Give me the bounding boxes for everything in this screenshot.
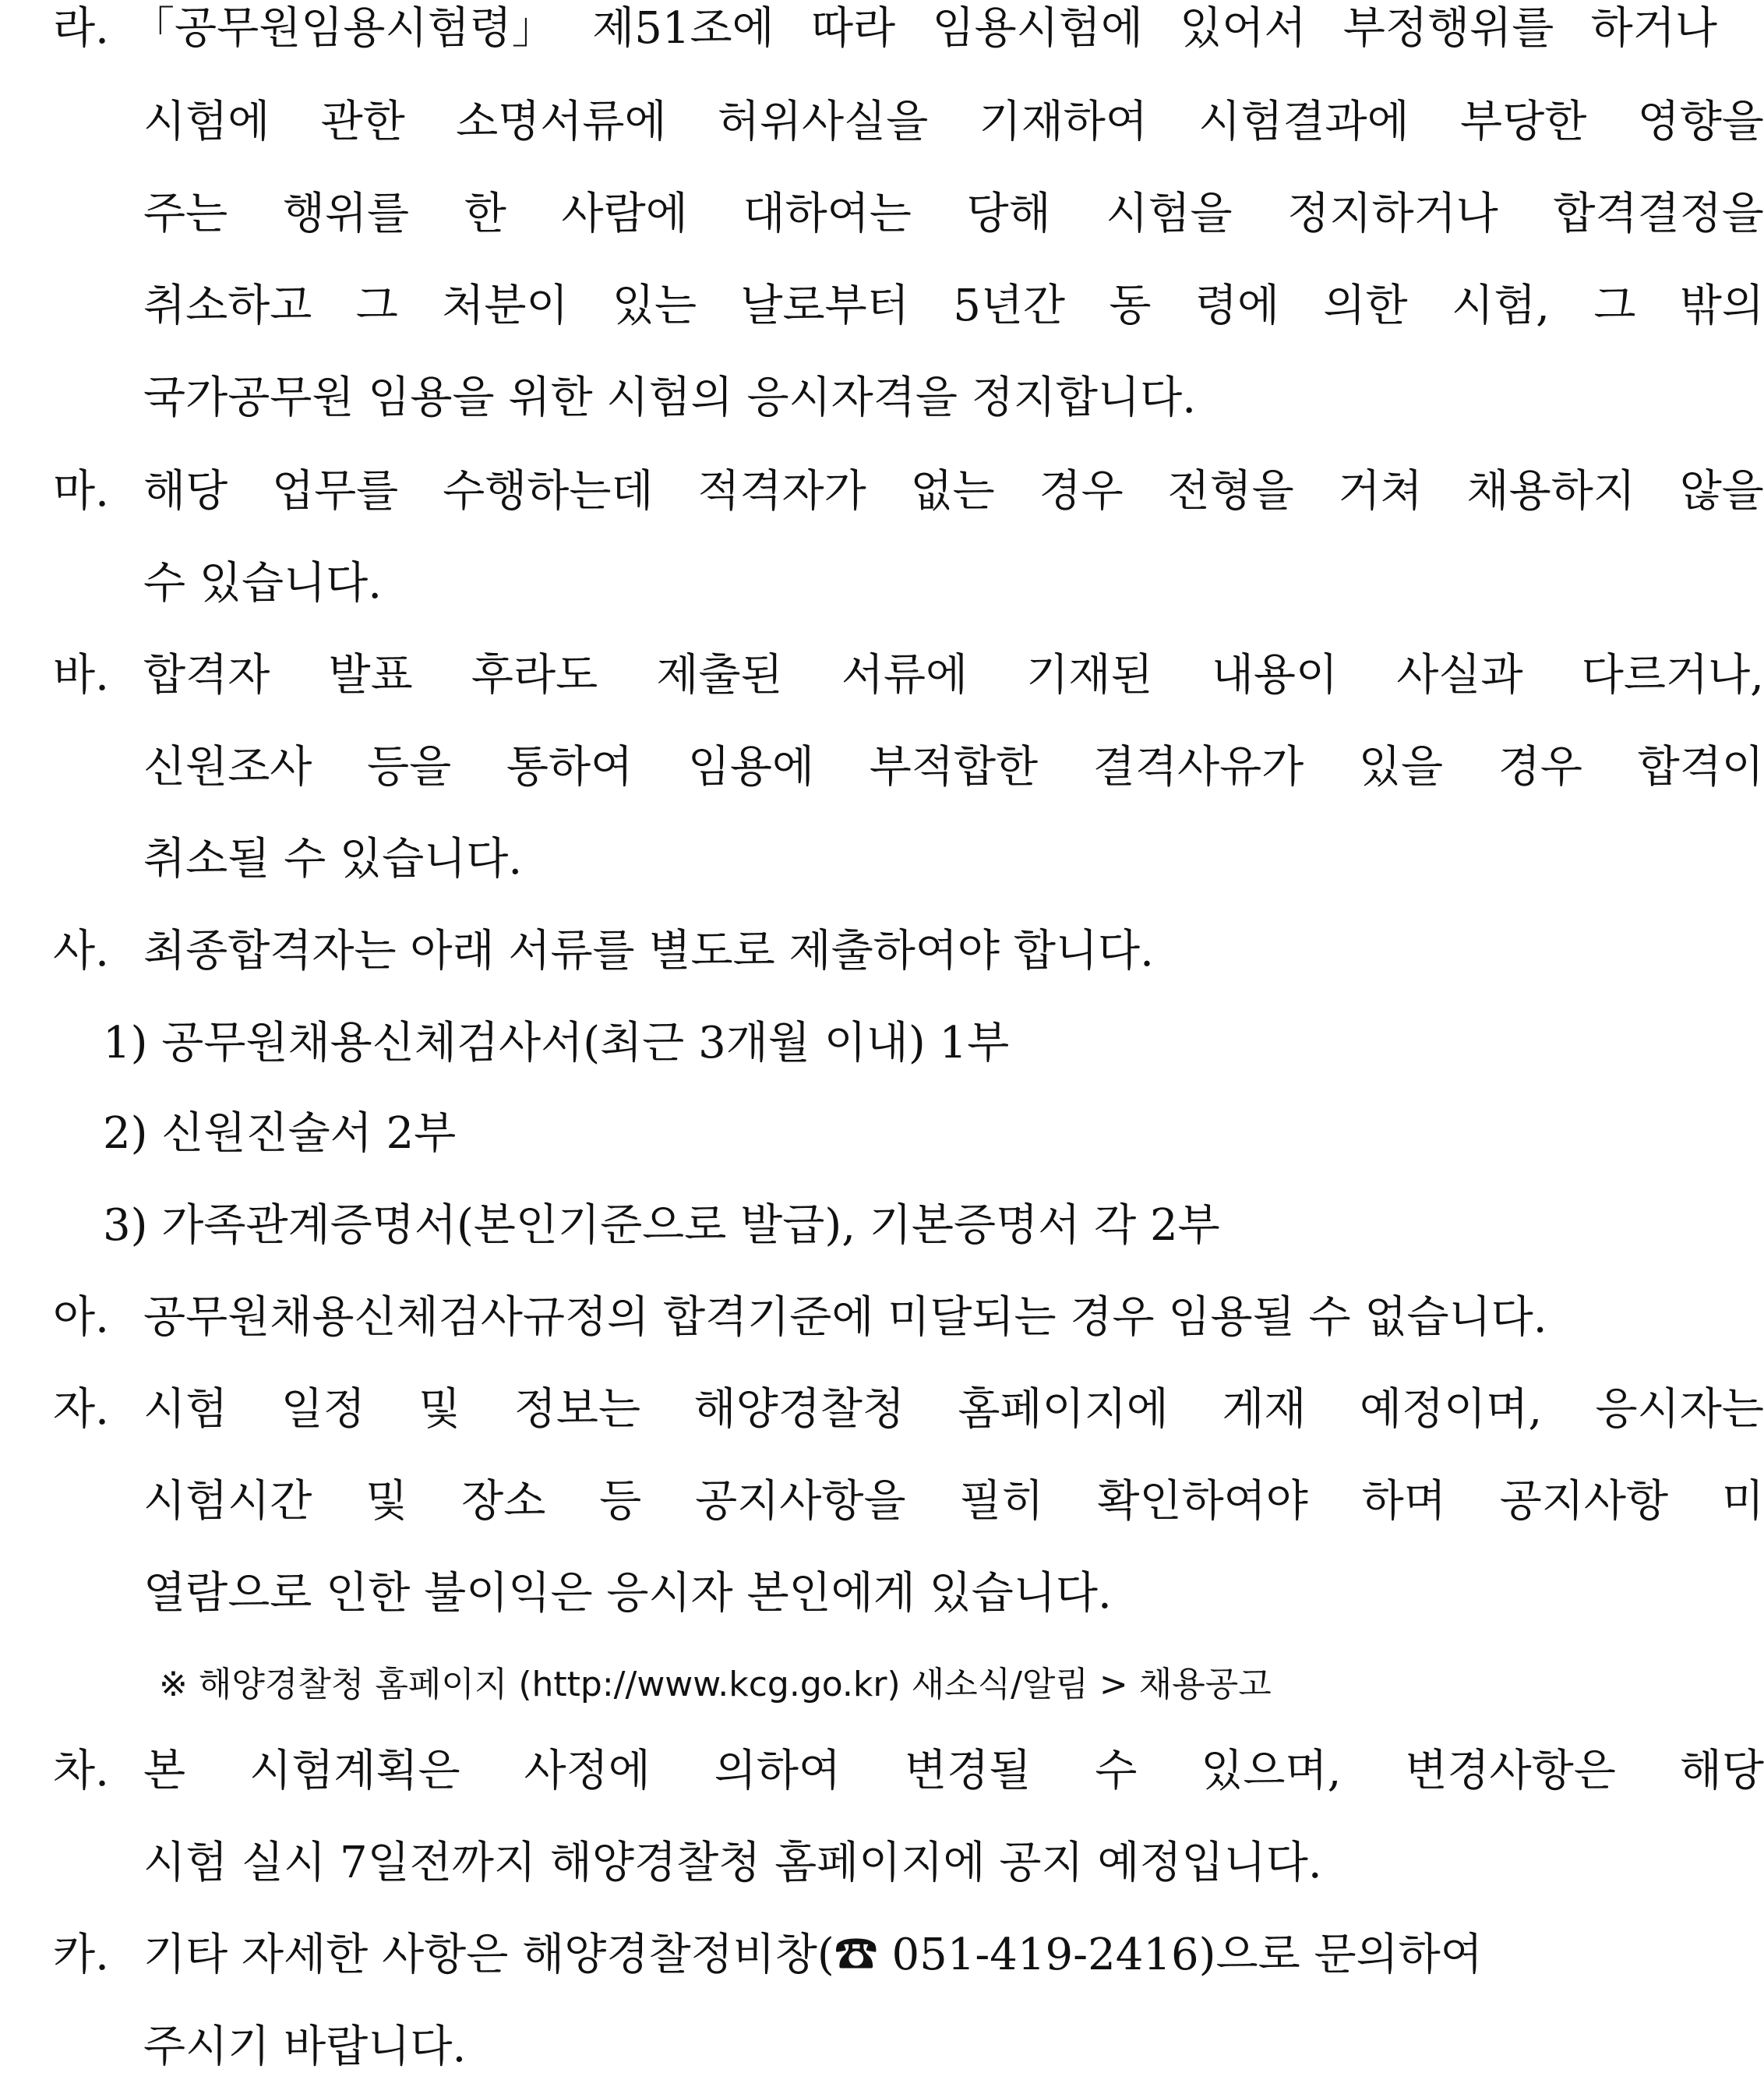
- homepage-note: ※ 해양경찰청 홈페이지 (http://www.kcg.go.kr) 새소식/알림 > 채용공고: [159, 1665, 1272, 1704]
- item-line: 「공무원임용시험령」 제51조에 따라 임용시험에 있어서 부정행위를 하거나: [131, 3, 1717, 54]
- item-line: 시험에 관한 소명서류에 허위사실을 기재하여 시험결과에 부당한 영향을: [143, 97, 1764, 147]
- item-line: 해당 업무를 수행하는데 적격자가 없는 경우 전형을 거쳐 채용하지 않을: [143, 466, 1764, 517]
- item-line: 주는 행위를 한 사람에 대하여는 당해 시험을 정지하거나 합격결정을: [143, 189, 1764, 239]
- item-line: 주시기 바랍니다.: [143, 2022, 467, 2072]
- item-line: 합격자 발표 후라도 제출된 서류에 기재된 내용이 사실과 다르거나,: [143, 650, 1764, 701]
- item-line: 시험시간 및 장소 등 공지사항을 필히 확인하여야 하며 공지사항 미: [143, 1476, 1764, 1527]
- item-marker: 라.: [53, 3, 109, 54]
- sub-item: 3) 가족관계증명서(본인기준으로 발급), 기본증명서 각 2부: [103, 1200, 1220, 1251]
- item-line: 취소될 수 있습니다.: [143, 834, 523, 885]
- item-line: 시험 일정 및 정보는 해양경찰청 홈페이지에 게재 예정이며, 응시자는: [143, 1384, 1764, 1435]
- item-marker: 차.: [53, 1746, 109, 1796]
- item-marker: 바.: [53, 650, 109, 701]
- item-line: 시험 실시 7일전까지 해양경찰청 홈페이지에 공지 예정입니다.: [143, 1838, 1322, 1888]
- item-line: 수 있습니다.: [143, 558, 383, 609]
- item-line: 본 시험계획은 사정에 의하여 변경될 수 있으며, 변경사항은 해당: [143, 1746, 1764, 1796]
- item-marker: 아.: [53, 1292, 109, 1343]
- item-marker: 마.: [53, 466, 109, 517]
- item-line: 취소하고 그 처분이 있는 날로부터 5년간 동 령에 의한 시험, 그 밖의: [143, 281, 1764, 331]
- item-line: 열람으로 인한 불이익은 응시자 본인에게 있습니다.: [143, 1568, 1112, 1619]
- item-line: 공무원채용신체검사규정의 합격기준에 미달되는 경우 임용될 수 없습니다.: [143, 1292, 1547, 1343]
- item-marker: 사.: [53, 926, 109, 976]
- item-line: 최종합격자는 아래 서류를 별도로 제출하여야 합니다.: [143, 926, 1154, 976]
- sub-item: 1) 공무원채용신체검사서(최근 3개월 이내) 1부: [103, 1018, 1010, 1068]
- item-line: 국가공무원 임용을 위한 시험의 응시자격을 정지합니다.: [143, 373, 1197, 423]
- item-marker: 자.: [53, 1384, 109, 1435]
- item-line: 기타 자세한 사항은 해양경찰정비창(☎ 051-419-2416)으로 문의하여: [143, 1930, 1483, 1980]
- item-line: 신원조사 등을 통하여 임용에 부적합한 결격사유가 있을 경우 합격이: [143, 742, 1764, 793]
- item-marker: 카.: [53, 1930, 109, 1980]
- sub-item: 2) 신원진술서 2부: [103, 1108, 457, 1159]
